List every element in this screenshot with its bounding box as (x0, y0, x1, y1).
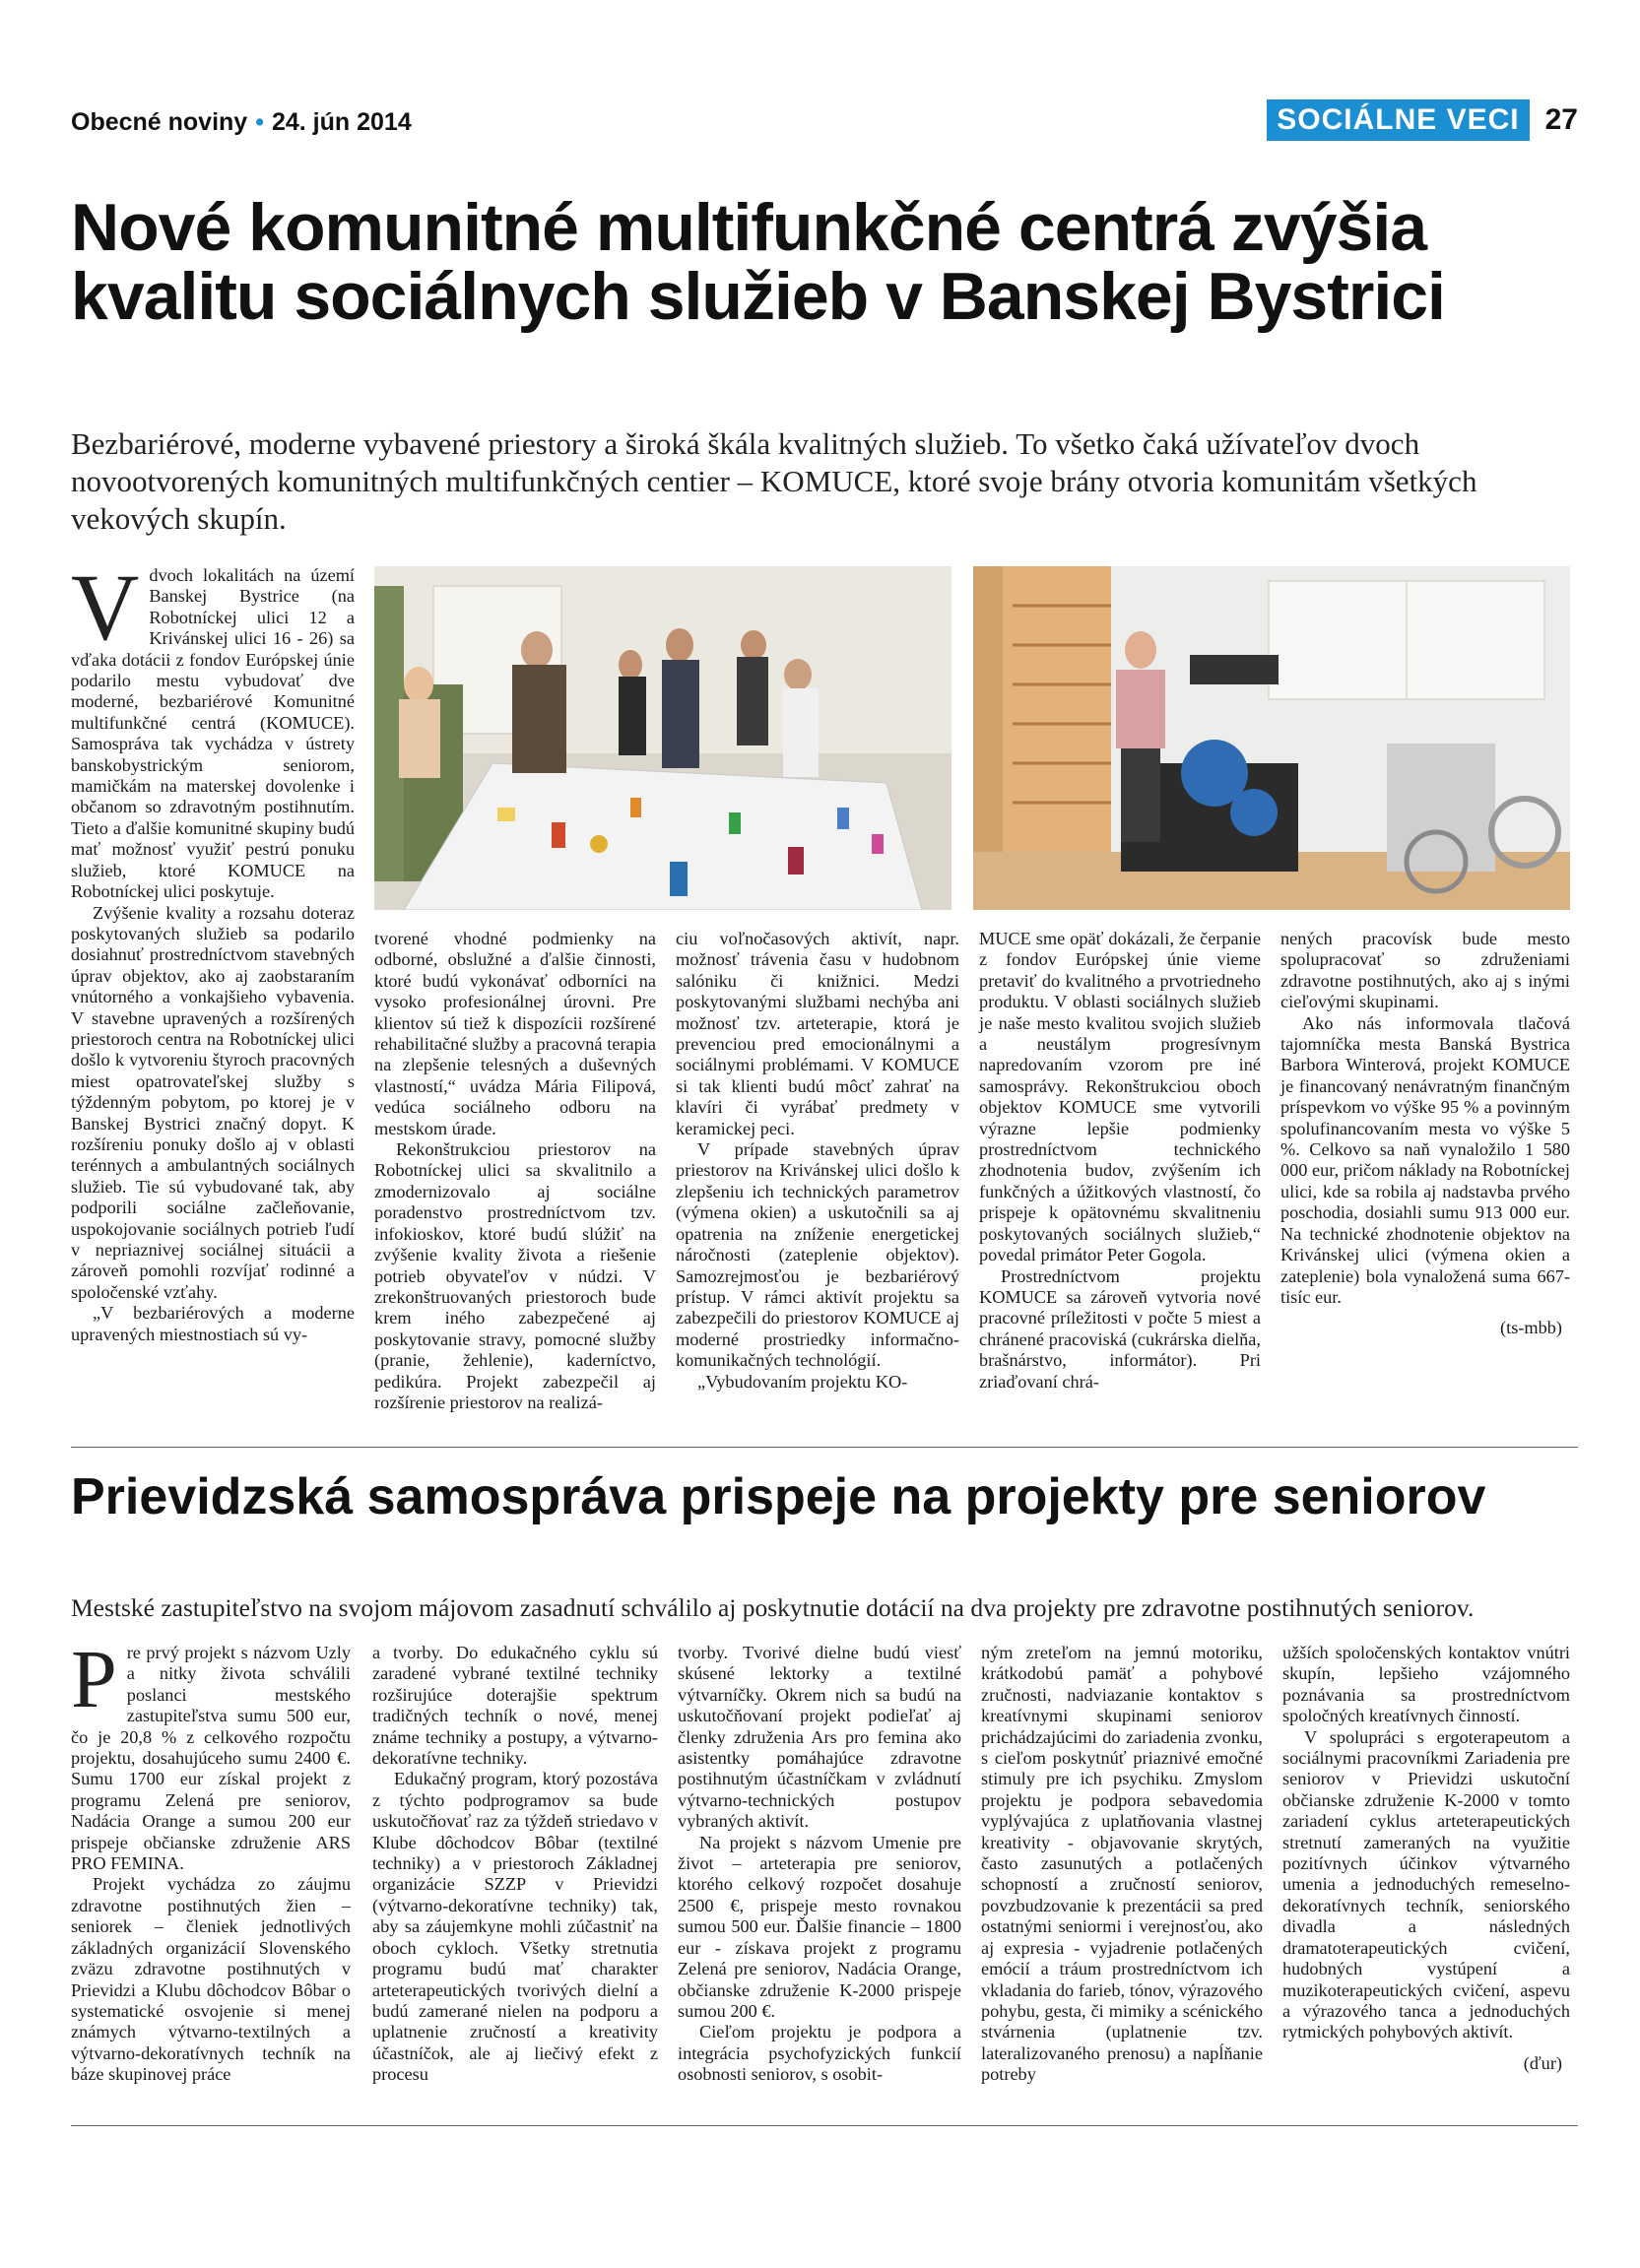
article1-col5-p1: Ako nás informovala tlačová tajomníčka mesta Banská Bystrica Barbora Winterová, projekt KOMUCE je financovaný nenávratným finančným príspevkom vo výške 95 % a povinným spolufinancovaním mesta vo výške 5 %. Celkovo sa naň vynaložilo 1 580 000 eur, pričom náklady na Robotníckej ulici, kde sa robila aj nadstavba prvého poschodia, dosiahli sumu 913 000 eur. Na technické zhodnotenie objektov na Krivánskej ulici (výmena okien a zateplenie) bola vynaložená suma 667-tisíc eur. (1280, 1012, 1570, 1307)
article1-col4-p0: MUCE sme opäť dokázali, že čerpanie z fondov Európskej únie vieme pretaviť do kvalitného a prvotriedneho produktu. V oblasti sociálnych služieb je naše mesto kvalitou svojich služieb a neustálym progresívnym napredovaním vzorom pre iné samosprávy. Rekonštrukciou oboch objektov KOMUCE sme vytvorili výrazne lepšie podmienky prostredníctvom technického zhodnotenia budov, zvýšením ich funkčných a úžitkových vlastností, čo prispeje k opätovnému skvalitneniu poskytovaných sociálnych služieb,“ povedal primátor Peter Gogola. (979, 929, 1261, 1265)
publication-name: Obecné noviny (71, 108, 248, 136)
article2-dropcap: P (71, 1634, 117, 1725)
article1-col5 (1280, 929, 1570, 1339)
article1-col1-text0: dvoch lokalitách na území Banskej Bystrice (na Robotníckej ulici 12 a Krivánskej ulici 16 - 26) sa vďaka dotácii z fondov Európskej únie podarilo mestu vybudovať dve moderné, bezbariérové Komunitné multifunkčné centrá (KOMUCE). Samospráva tak vychádza v ústrety banskobystrickým seniorom, mamičkám na materskej dovolenke i občanom so zdravotným postihnutím. Tieto a ďalšie komunitné skupiny budú mať možnosť využiť pestrú ponuku služieb, ktoré KOMUCE na Robotníckej ulici poskytuje. (71, 565, 355, 902)
article1-col3-p0: ciu voľnočasových aktivít, napr. možnosť trávenia času v hudobnom salóniku či knižnici. Medzi poskytovanými službami nechýba ani možnosť tzv. arteterapie, ktorá je prevenciou pred emocionálnymi a sociálnymi problémami. V KOMUCE si tak klienti budú môcť zahrať na klavíri či vyrábať predmety v keramickej peci. (676, 929, 959, 1138)
article2-col3 (678, 1643, 961, 2086)
section-tag: SOCIÁLNE VECI (1267, 99, 1529, 141)
article1-dropcap: V (71, 554, 140, 660)
article1-col1-p0 (71, 554, 355, 903)
article2-col2-p1: Edukačný program, ktorý pozostáva z týchto podprogramov sa bude uskutočňovať raz za týždeň striedavo v Klube dôchodcov Bôbar (textilné techniky) a v priestoroch Základnej organizácie SZZP v Prievidzi (výtvarno-dekoratívne techniky) tak, aby sa záujemkyne mohli zúčastniť na oboch cykloch. Všetky stretnutia programu budú mať charakter arteterapeutických tvorivých dielní a budú zamerané nielen na podporu a uplatnenie zručností a kreativity účastníčok, ale aj liečivý efekt z procesu (372, 1769, 658, 2085)
article1-lead: Bezbariérové, moderne vybavené priestory a široká škála kvalitných služieb. To všetko čaká užívateľov dvoch novootvorených komunitných multifunkčných centier – KOMUCE, ktoré svoje brány otvoria komunitám všetkých vekových skupín. (71, 426, 1477, 536)
article1-col1-p2: „V bezbariérových a moderne upravených miestnostiach sú vy- (71, 1303, 355, 1344)
fitness-room-illustration (973, 566, 1570, 910)
meeting-room-photo (374, 566, 951, 910)
page-header (71, 104, 1578, 144)
article1-col1 (71, 554, 355, 1345)
article1-signature: (ts-mbb) (1500, 1318, 1562, 1338)
article2-col1-text0: re prvý projekt s názvom Uzly a nitky života schválili poslanci mestského zastupiteľstva sumu 500 eur, čo je 20,8 % z celkového rozpočtu projektu, dosahujúceho sumu 2400 €. Sumu 1700 eur získal projekt z programu Zelená pre seniorov, Nadácia Orange a sumou 200 eur prispeje občianske združenie ARS PRO FEMINA. (71, 1643, 351, 1874)
issue-date: 24. jún 2014 (271, 108, 412, 136)
article2-lead: Mestské zastupiteľstvo na svojom májovom zasadnutí schválilo aj poskytnutie dotácií na dva projekty pre zdravotne postihnutých seniorov. (71, 1593, 1475, 1622)
article2-col3-p1: Na projekt s názvom Umenie pre život – arteterapia pre seniorov, ktorého celkový rozpočet dosahuje 2500 €, prispeje mesto rovnakou sumou 500 eur. Ďalšie financie – 1800 eur - získava projekt z programu Zelená pre seniorov, Nadácia Orange, občianske združenie K-2000 prispeje sumou 200 €. (678, 1832, 961, 2021)
article2-col4 (981, 1643, 1263, 2086)
article2-col3-p2: Cieľom projektu je podpora a integrácia psychofyzických funkcií osobnosti seniorov, s osobit- (678, 2022, 961, 2085)
article-divider (71, 1447, 1578, 1448)
article2-col1-p0 (71, 1634, 351, 1874)
article2-col2 (372, 1643, 658, 2086)
meeting-room-illustration (374, 566, 951, 910)
article2-col5-p1: V spolupráci s ergoterapeutom a sociálnymi pracovníkmi Zariadenia pre seniorov v Prievidzi uskutoční občianske združenie K-2000 v tomto zariadení cyklus arteterapeutických stretnutí zameraných na využitie pozitívnych účinkov výtvarného umenia a jednoduchých remeselno-dekoratívnych techník, seniorského divadla a následných dramatoterapeutických cvičení, hudobných vystúpení a muzikoterapeutických cvičení, aspevu a výrazového tanca a jednoduchých rytmických pohybových aktivít. (1282, 1726, 1570, 2042)
article2-col5-p0: užších spoločenských kontaktov vnútri skupín, lepšieho vzájomného poznávania sa prostredníctvom spoločných kreatívnych činností. (1282, 1643, 1570, 1726)
article1-col2-p0: tvorené vhodné podmienky na odborné, obslužné a ďalšie činnosti, ktoré budú vykonávať odborníci na vysoko profesionálnej úrovni. Pre klientov sú tiež k dispozícii rozšírené rehabilitačné služby a pracovná terapia na zlepšenie telesných a duševných vlastností,“ uvádza Mária Filipová, vedúca sociálneho odboru na mestskom úrade. (374, 929, 656, 1138)
article1-col1-p1: Zvýšenie kvality a rozsahu doteraz poskytovaných služieb sa podarilo dosiahnuť prostredníctvom stavebných úprav objektov, ako aj zaobstaraním vnútorného a vonkajšieho vybavenia. V stavebne upravených a rozšírených priestoroch centra na Robotníckej ulici došlo k vytvoreniu štyroch pracovných miest opatrovateľskej služby s týždenným pobytom, po ktorej je v Banskej Bystrici značný dopyt. K rozšíreniu ponuky došlo aj v oblasti terénnych a ambulantných sociálnych služieb. Tie sú vybudované tak, aby podporili sociálne začleňovanie, uspokojovanie sociálnych potrieb ľudí v nepriaznivej sociálnej situácii a zároveň pomohli rozvíjať rodinné a spoločenské vzťahy. (71, 902, 355, 1302)
bottom-rule (71, 2125, 1578, 2126)
article2-col3-p0: tvorby. Tvorivé dielne budú viesť skúsené lektorky a textilné výtvarníčky. Okrem nich sa budú na uskutočňovaní projekt podieľať aj členky združenia Ars pro femina ako asistentky pomáhajúce zdravotne postihnutým účastníčkam v zvládnutí výtvarno-technických postupov vybraných aktivít. (678, 1643, 961, 1832)
article2-col2-p0: a tvorby. Do edukačného cyklu sú zaradené vybrané textilné techniky rozširujúce doterajšie spektrum tradičných techník o nové, menej známe techniky a postupy, a výtvarno-dekoratívne techniky. (372, 1643, 658, 1769)
fitness-room-photo (973, 566, 1570, 910)
article2-col5 (1282, 1643, 1570, 2074)
article1-col4-p1: Prostredníctvom projektu KOMUCE sa zároveň vytvoria nové pracovné príležitosti v počte 5 miest a chránené pracoviská (cukrárska dielňa, brašnárstvo, informátor). Pri zriaďovaní chrá- (979, 1265, 1261, 1392)
header-right (1267, 98, 1578, 142)
header-separator: • (255, 108, 264, 136)
article1-col2 (374, 929, 656, 1413)
article1-col3 (676, 929, 959, 1393)
article1-col4 (979, 929, 1261, 1393)
header-left (71, 108, 412, 137)
page-number: 27 (1544, 103, 1578, 136)
article2-col1 (71, 1634, 351, 2086)
article2-col4-p0: ným zreteľom na jemnú motoriku, krátkodobú pamäť a pohybové zručnosti, nadviazanie kontaktov s kreatívnymi skupinami seniorov prichádzajúcimi do zariadenia zvonku, s cieľom poskytnúť priaznivé emočné stimuly pre ich psychiku. Zmyslom projektu je podpora sebavedomia vyplývajúca z uplatňovania vlastnej kreativity - objavovanie skrytých, často zasunutých a potlačených schopností a zručností seniorov, povzbudzovanie k prezentácii sa pred ostatnými seniormi i verejnosťou, ako aj expresia - vyjadrenie potlačených emócií a tráum prostredníctvom ich vkladania do farieb, tónov, výrazového pohybu, gesta, či mimiky a scénického stvárnenia (uplatnenie tzv. lateralizovaného prenosu) a napĺňanie potreby (981, 1643, 1263, 2085)
article1-col3-p1: V prípade stavebných úprav priestorov na Krivánskej ulici došlo k zlepšeniu ich technických parametrov (výmena okien) a uskutočnili sa aj opatrenia na zníženie energetickej náročnosti (zateplenie objektov). Samozrejmosťou je bezbariérový prístup. V rámci aktivít projektu sa zabezpečili do priestorov KOMUCE aj moderné prostriedky informačno-komunikačných technológií. (676, 1139, 959, 1371)
article1-title: Nové komunitné multifunkčné centrá zvýšia kvalitu sociálnych služieb v Banskej Bystrici (71, 190, 1445, 334)
article1-col2-p1: Rekonštrukciou priestorov na Robotníckej ulici sa skvalitnilo a zmodernizovalo aj sociálne poradenstvo prostredníctvom tzv. infokioskov, ktoré budú slúžiť na zvýšenie kvality života a riešenie potrieb obyvateľov v núdzi. V zrekonštruovaných priestoroch bude krem iného zabezpečené aj poskytovanie stravy, pomocné služby (pranie, žehlenie), kaderníctvo, pedikúra. Projekt zabezpečil aj rozšírenie priestorov na realizá- (374, 1139, 656, 1412)
article1-col5-p0: nených pracovísk bude mesto spolupracovať so združeniami zdravotne postihnutých, ako aj s inými cieľovými skupinami. (1280, 929, 1570, 1012)
article2-title: Prievidzská samospráva prispeje na projekty pre seniorov (71, 1468, 1486, 1525)
article2-col1-p1: Projekt vychádza zo záujmu zdravotne postihnutých žien – seniorek – členiek jednotlivých základných organizácií Slovenského zväzu zdravotne postihnutých v Prievidzi a Klubu dôchodcov Bôbar o systematické osvojenie si menej známych výtvarno-textilných a výtvarno-dekoratívnych techník na báze skupinovej práce (71, 1874, 351, 2085)
article1-col3-p2: „Vybudovaním projektu KO- (697, 1371, 908, 1392)
article2-signature: (ďur) (1523, 2052, 1562, 2073)
